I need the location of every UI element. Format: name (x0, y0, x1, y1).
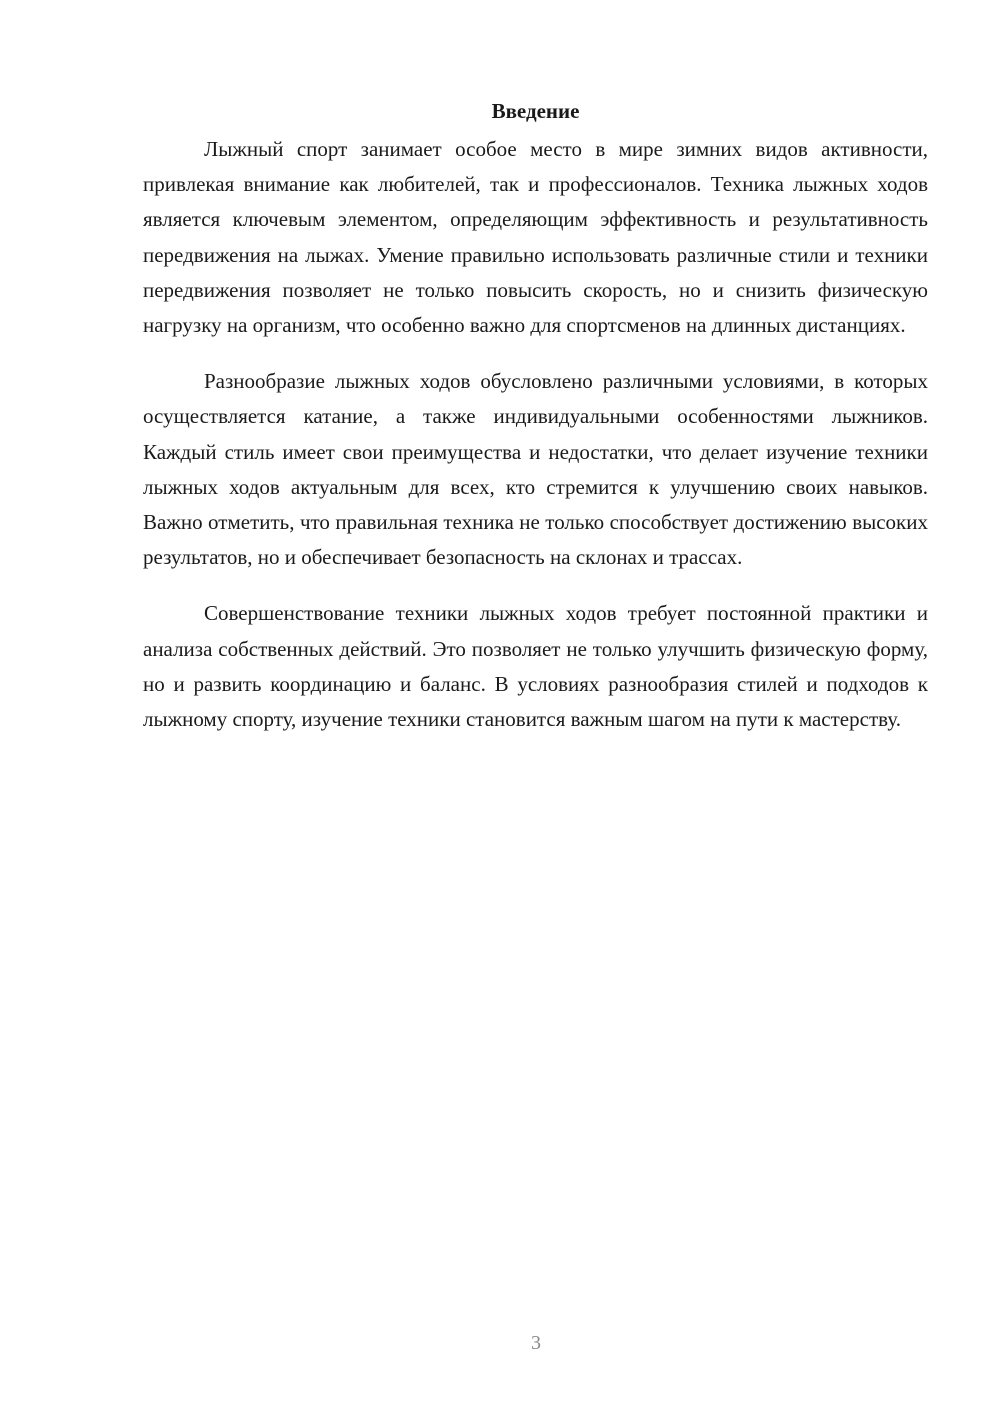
page-content (143, 92, 928, 758)
paragraph-1: Лыжный спорт занимает особое место в мире зимних видов активности, привлекая внимание как любителей, так и профессионалов. Техника лыжных ходов является ключевым элементом, определяющим эффективность и результативность передвижения на лыжах. Умение правильно использовать различные стили и техники передвижения позволяет не только повысить скорость, но и снизить физическую нагрузку на организм, что особенно важно для спортсменов на длинных дистанциях. (143, 137, 928, 338)
paragraph-2: Разнообразие лыжных ходов обусловлено различными условиями, в которых осуществляется катание, а также индивидуальными особенностями лыжников. Каждый стиль имеет свои преимущества и недостатки, что делает изучение техники лыжных ходов актуальным для всех, кто стремится к улучшению своих навыков. Важно отметить, что правильная техника не только способствует достижению высоких результатов, но и обеспечивает безопасность на склонах и трассах. (143, 369, 928, 570)
page-number: 3 (531, 1332, 541, 1354)
section-heading: Введение (491, 99, 580, 123)
paragraph-3: Совершенствование техники лыжных ходов требует постоянной практики и анализа собственных действий. Это позволяет не только улучшить физическую форму, но и развить координацию и баланс. В условиях разнообразия стилей и подходов к лыжному спорту, изучение техники становится важным шагом на пути к мастерству. (143, 601, 928, 732)
